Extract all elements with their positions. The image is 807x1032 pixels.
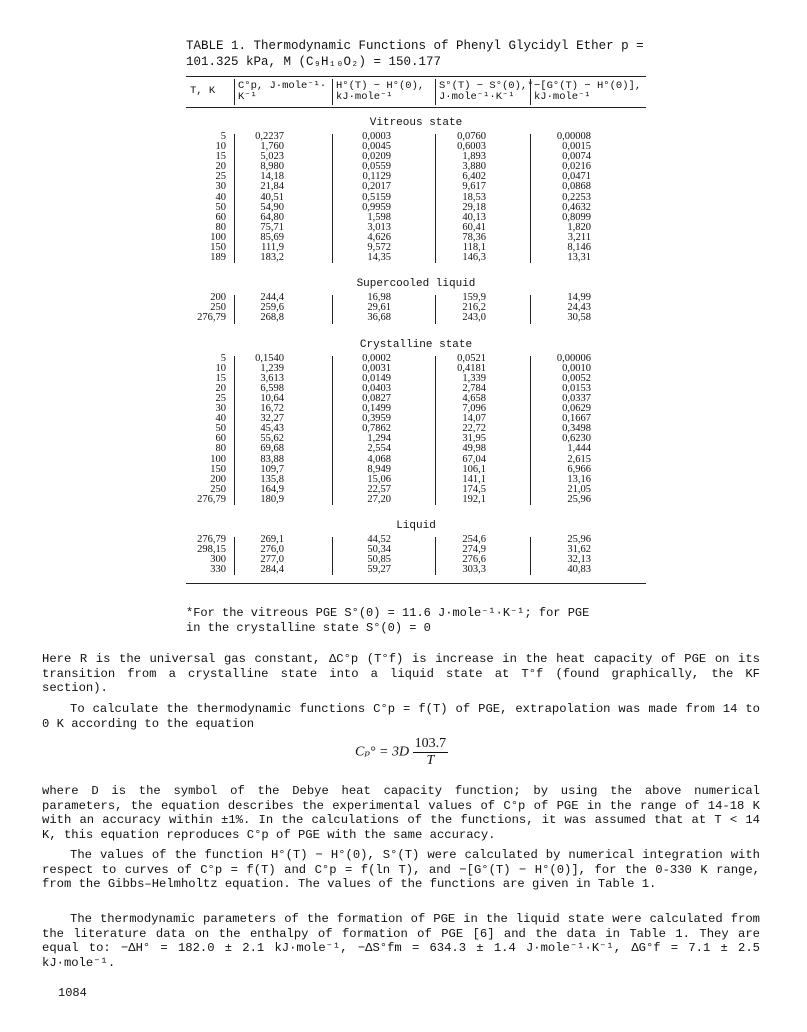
table-cell: 276,0 bbox=[260, 544, 284, 556]
column-t bbox=[210, 132, 226, 263]
table-cell: 192,1 bbox=[462, 493, 486, 505]
table-cell: 30 bbox=[215, 181, 226, 193]
table-cell: 32,13 bbox=[567, 554, 591, 566]
column-divider bbox=[435, 295, 436, 323]
table-cell: 4,658 bbox=[462, 392, 486, 404]
debye-equation bbox=[355, 736, 448, 769]
table-cell: 0,6230 bbox=[562, 433, 591, 445]
table-cell: 0,9959 bbox=[362, 201, 391, 213]
table-cell: 15 bbox=[215, 372, 226, 384]
table-cell: 55,62 bbox=[260, 433, 284, 445]
table-cell: 0,7862 bbox=[362, 423, 391, 435]
paragraph-5: The thermodynamic parameters of the formation of PGE in the liquid state were calculated from the literature data on the enthalpy of formation of PGE [6] and the data in Table 1. They are equal to: −ΔH° = 182.0 ± 2.1 kJ·mole⁻¹, −ΔS°fm = 634.3 ± 1.4 J·mole⁻¹·K⁻¹, ΔG°f = 7.1 ± 2.5 kJ·mole⁻¹. bbox=[42, 912, 760, 970]
table-cell: 14,35 bbox=[367, 252, 391, 264]
section-title: Liquid bbox=[396, 520, 436, 533]
equation-lhs: Cₚ° = 3D bbox=[355, 744, 410, 760]
table-cell: 32,27 bbox=[260, 413, 284, 425]
table-cell: 0,0002 bbox=[362, 352, 391, 364]
table-cell: 1,820 bbox=[567, 221, 591, 233]
column-h bbox=[367, 535, 391, 575]
table-cell: 183,2 bbox=[260, 252, 284, 264]
table-cell: 276,79 bbox=[197, 493, 226, 505]
table-cell: 80 bbox=[215, 443, 226, 455]
thermo-table bbox=[186, 76, 646, 584]
table-cell: 49,98 bbox=[462, 443, 486, 455]
header-divider-4 bbox=[530, 79, 531, 105]
table-cell: 83,88 bbox=[260, 453, 284, 465]
table-cell: 0,0403 bbox=[362, 382, 391, 394]
table-cell: 14,18 bbox=[260, 171, 284, 183]
table-cell: 0,0052 bbox=[562, 372, 591, 384]
table-cell: 174,5 bbox=[462, 483, 486, 495]
column-t bbox=[197, 535, 226, 575]
table-cell: 44,52 bbox=[367, 534, 391, 546]
table-cell: 0,0868 bbox=[562, 181, 591, 193]
table-cell: 15,06 bbox=[367, 473, 391, 485]
header-h-line1: H°(T) − H°(0), bbox=[336, 80, 425, 92]
caption-line-2: 101.325 kPa, M (C₉H₁₀O₂) = 150.177 bbox=[186, 55, 442, 69]
page-number: 1084 bbox=[58, 986, 87, 1000]
table-cell: 60,41 bbox=[462, 221, 486, 233]
table-cell: 3,613 bbox=[260, 372, 284, 384]
table-cell: 40,51 bbox=[260, 191, 284, 203]
table-cell: 0,0471 bbox=[562, 171, 591, 183]
paragraph-2: To calculate the thermodynamic functions C°p = f(T) of PGE, extrapolation was made from 14 to 0 K according to the equation bbox=[42, 702, 760, 731]
column-h bbox=[367, 293, 391, 323]
table-cell: 80 bbox=[215, 221, 226, 233]
table-cell: 10 bbox=[215, 141, 226, 153]
table-cell: 25 bbox=[215, 171, 226, 183]
table-cell: 14,07 bbox=[462, 413, 486, 425]
table-cell: 8,949 bbox=[367, 463, 391, 475]
table-cell: 118,1 bbox=[462, 242, 486, 254]
column-g bbox=[567, 535, 591, 575]
header-s-line2: J·mole⁻¹·K⁻¹ bbox=[439, 91, 515, 103]
table-cell: 0,4181 bbox=[457, 362, 486, 374]
table-cell: 141,1 bbox=[462, 473, 486, 485]
table-footnote bbox=[186, 606, 589, 636]
section-rows bbox=[186, 535, 646, 581]
table-cell: 0,2253 bbox=[562, 191, 591, 203]
header-cp-line1: C°p, J·mole⁻¹· bbox=[238, 80, 327, 92]
header-g bbox=[534, 81, 641, 103]
table-cell: 159,9 bbox=[462, 292, 486, 304]
paragraph-4: The values of the function H°(T) − H°(0), S°(T) were calculated by numerical integration with respect to curves of C°p = f(T) and C°p = f(ln T), and −[G°(T) − H°(0)], for the 0-330 K range, from the Gibbs–Helmholtz equation. The values of the functions are given in Table 1. bbox=[42, 848, 760, 891]
table-cell: 0,3959 bbox=[362, 413, 391, 425]
table-cell: 269,1 bbox=[260, 534, 284, 546]
table-cell: 330 bbox=[210, 564, 226, 576]
header-h bbox=[336, 81, 424, 103]
table-cell: 0,8099 bbox=[562, 211, 591, 223]
table-cell: 2,554 bbox=[367, 443, 391, 455]
table-cell: 0,00008 bbox=[556, 131, 591, 142]
table-body bbox=[186, 114, 646, 584]
column-s bbox=[462, 535, 486, 575]
column-divider bbox=[530, 356, 531, 506]
footnote-line-1: *For the vitreous PGE S°(0) = 11.6 J·mole⁻¹·K⁻¹; for PGE bbox=[186, 606, 590, 620]
table-cell: 2,784 bbox=[462, 382, 486, 394]
paragraph-3: where D is the symbol of the Debye heat capacity function; by using the above numerical parameters, the equation describes the experimental values of C°p of PGE in the range of 14-18 K with an accuracy within ±1%. In the calculations of the functions, it was assumed that at T < 14 K, this equation reproduces C°p of PGE with the same accuracy. bbox=[42, 784, 760, 842]
table-cell: 25,96 bbox=[567, 493, 591, 505]
table-cell: 4,626 bbox=[367, 231, 391, 243]
table-cell: 250 bbox=[210, 302, 226, 314]
table-cell: 9,617 bbox=[462, 181, 486, 193]
table-cell: 6,966 bbox=[567, 463, 591, 475]
table-cell: 8,980 bbox=[260, 161, 284, 173]
table-cell: 8,146 bbox=[567, 242, 591, 254]
table-cell: 135,8 bbox=[260, 473, 284, 485]
table-cell: 0,0629 bbox=[562, 403, 591, 415]
table-cell: 1,598 bbox=[367, 211, 391, 223]
table-cell: 0,0074 bbox=[562, 151, 591, 163]
table-cell: 0,1667 bbox=[562, 413, 591, 425]
table-cell: 2,615 bbox=[567, 453, 591, 465]
table-cell: 5 bbox=[220, 352, 226, 364]
column-divider bbox=[435, 134, 436, 263]
footnote-line-2: in the crystalline state S°(0) = 0 bbox=[186, 621, 431, 635]
table-cell: 0,2237 bbox=[255, 131, 284, 142]
column-cp bbox=[260, 293, 284, 323]
table-cell: 180,9 bbox=[260, 493, 284, 505]
header-divider-2 bbox=[332, 79, 333, 105]
table-cell: 25,96 bbox=[567, 534, 591, 546]
table-cell: 16,72 bbox=[260, 403, 284, 415]
table-bottom-rule bbox=[186, 583, 646, 584]
table-cell: 0,0045 bbox=[362, 141, 391, 153]
table-cell: 0,4632 bbox=[562, 201, 591, 213]
table-cell: 30,58 bbox=[567, 312, 591, 324]
table-cell: 259,6 bbox=[260, 302, 284, 314]
table-cell: 276,79 bbox=[197, 312, 226, 324]
column-s bbox=[462, 293, 486, 323]
table-cell: 0,1540 bbox=[255, 352, 284, 364]
table-cell: 16,98 bbox=[367, 292, 391, 304]
table-cell: 3,013 bbox=[367, 221, 391, 233]
table-cell: 29,61 bbox=[367, 302, 391, 314]
header-t: T, K bbox=[190, 85, 216, 97]
table-cell: 22,57 bbox=[367, 483, 391, 495]
table-cell: 0,0153 bbox=[562, 382, 591, 394]
column-cp bbox=[260, 535, 284, 575]
column-divider bbox=[530, 134, 531, 263]
table-cell: 54,90 bbox=[260, 201, 284, 213]
table-cell: 3,880 bbox=[462, 161, 486, 173]
table-cell: 69,68 bbox=[260, 443, 284, 455]
column-divider bbox=[435, 356, 436, 506]
table-cell: 31,62 bbox=[567, 544, 591, 556]
table-cell: 25 bbox=[215, 392, 226, 404]
table-section bbox=[186, 114, 646, 269]
table-cell: 0,0559 bbox=[362, 161, 391, 173]
column-divider bbox=[234, 537, 235, 575]
table-cell: 1,339 bbox=[462, 372, 486, 384]
table-cell: 276,6 bbox=[462, 554, 486, 566]
column-g bbox=[557, 132, 591, 263]
table-cell: 59,27 bbox=[367, 564, 391, 576]
table-cell: 0,0209 bbox=[362, 151, 391, 163]
table-cell: 0,0827 bbox=[362, 392, 391, 404]
table-cell: 244,4 bbox=[260, 292, 284, 304]
header-cp bbox=[238, 81, 326, 103]
column-h bbox=[362, 132, 391, 263]
column-divider bbox=[234, 295, 235, 323]
header-g-line1: −[G°(T) − H°(0)], bbox=[534, 80, 642, 92]
table-cell: 0,00006 bbox=[556, 352, 591, 364]
table-cell: 20 bbox=[215, 382, 226, 394]
table-cell: 21,05 bbox=[567, 483, 591, 495]
table-cell: 18,53 bbox=[462, 191, 486, 203]
table-cell: 21,84 bbox=[260, 181, 284, 193]
table-cell: 216,2 bbox=[462, 302, 486, 314]
table-section bbox=[186, 336, 646, 512]
section-rows bbox=[186, 132, 646, 269]
table-cell: 111,9 bbox=[261, 242, 284, 254]
column-divider bbox=[234, 356, 235, 506]
table-cell: 45,43 bbox=[260, 423, 284, 435]
table-cell: 3,211 bbox=[567, 231, 591, 243]
table-cell: 13,16 bbox=[567, 473, 591, 485]
column-t bbox=[197, 293, 226, 323]
table-cell: 100 bbox=[210, 231, 226, 243]
table-cell: 200 bbox=[210, 292, 226, 304]
table-cell: 60 bbox=[215, 433, 226, 445]
table-cell: 303,3 bbox=[462, 564, 486, 576]
table-cell: 0,5159 bbox=[362, 191, 391, 203]
table-header bbox=[186, 77, 646, 107]
section-title: Vitreous state bbox=[369, 117, 463, 129]
table-cell: 1,294 bbox=[367, 433, 391, 445]
table-cell: 106,1 bbox=[462, 463, 486, 475]
table-cell: 100 bbox=[210, 453, 226, 465]
table-cell: 67,04 bbox=[462, 453, 486, 465]
equation-denominator: T bbox=[426, 753, 435, 768]
table-cell: 6,402 bbox=[462, 171, 486, 183]
table-cell: 10,64 bbox=[260, 392, 284, 404]
column-s bbox=[457, 354, 486, 505]
table-cell: 75,71 bbox=[260, 221, 284, 233]
table-cell: 50 bbox=[215, 423, 226, 435]
table-cell: 250 bbox=[210, 483, 226, 495]
table-cell: 50 bbox=[215, 201, 226, 213]
column-divider bbox=[234, 134, 235, 263]
equation-fraction bbox=[413, 736, 449, 769]
table-cell: 50,85 bbox=[367, 554, 391, 566]
table-cell: 284,4 bbox=[260, 564, 284, 576]
table-cell: 276,79 bbox=[197, 534, 226, 546]
table-cell: 254,6 bbox=[462, 534, 486, 546]
section-rows bbox=[186, 293, 646, 329]
column-cp bbox=[255, 354, 284, 505]
table-cell: 0,2017 bbox=[362, 181, 391, 193]
table-cell: 20 bbox=[215, 161, 226, 173]
table-cell: 268,8 bbox=[260, 312, 284, 324]
table-caption bbox=[186, 38, 646, 70]
table-cell: 64,80 bbox=[260, 211, 284, 223]
section-title: Supercooled liquid bbox=[356, 278, 476, 291]
table-cell: 9,572 bbox=[367, 242, 391, 254]
table-cell: 0,0015 bbox=[562, 141, 591, 153]
table-cell: 40 bbox=[215, 413, 226, 425]
table-cell: 277,0 bbox=[260, 554, 284, 566]
column-divider bbox=[435, 537, 436, 575]
table-header-rule bbox=[186, 107, 646, 108]
column-g bbox=[557, 354, 591, 505]
column-cp bbox=[255, 132, 284, 263]
table-cell: 22,72 bbox=[462, 423, 486, 435]
table-cell: 274,9 bbox=[462, 544, 486, 556]
table-section bbox=[186, 517, 646, 581]
table-cell: 29,18 bbox=[462, 201, 486, 213]
table-cell: 1,893 bbox=[462, 151, 486, 163]
table-cell: 1,239 bbox=[260, 362, 284, 374]
column-divider bbox=[530, 295, 531, 323]
table-cell: 150 bbox=[210, 463, 226, 475]
table-cell: 13,31 bbox=[567, 252, 591, 264]
table-cell: 0,0521 bbox=[457, 352, 486, 364]
column-t bbox=[197, 354, 226, 505]
table-cell: 31,95 bbox=[462, 433, 486, 445]
table-cell: 0,0010 bbox=[562, 362, 591, 374]
table-cell: 0,0149 bbox=[362, 372, 391, 384]
table-cell: 1,444 bbox=[567, 443, 591, 455]
section-title: Crystalline state bbox=[359, 338, 473, 351]
table-cell: 40,13 bbox=[462, 211, 486, 223]
table-cell: 0,1499 bbox=[362, 403, 391, 415]
table-cell: 40 bbox=[215, 191, 226, 203]
table-cell: 164,9 bbox=[260, 483, 284, 495]
table-cell: 0,0760 bbox=[457, 131, 486, 142]
table-cell: 300 bbox=[210, 554, 226, 566]
section-rows bbox=[186, 354, 646, 512]
table-cell: 0,3498 bbox=[562, 423, 591, 435]
table-cell: 40,83 bbox=[567, 564, 591, 576]
table-cell: 0,0031 bbox=[362, 362, 391, 374]
caption-line-1: TABLE 1. Thermodynamic Functions of Phenyl Glycidyl Ether p = bbox=[186, 39, 644, 53]
header-cp-line2: K⁻¹ bbox=[238, 91, 257, 103]
table-cell: 24,43 bbox=[567, 302, 591, 314]
table-cell: 298,15 bbox=[197, 544, 226, 556]
header-divider-1 bbox=[234, 79, 235, 105]
header-s bbox=[439, 81, 534, 103]
column-h bbox=[362, 354, 391, 505]
table-cell: 0,0337 bbox=[562, 392, 591, 404]
table-cell: 5 bbox=[220, 131, 226, 142]
header-h-line2: kJ·mole⁻¹ bbox=[336, 91, 393, 103]
table-cell: 85,69 bbox=[260, 231, 284, 243]
table-cell: 1,760 bbox=[260, 141, 284, 153]
column-divider bbox=[332, 134, 333, 263]
header-divider-3 bbox=[435, 79, 436, 105]
column-divider bbox=[332, 537, 333, 575]
table-cell: 189 bbox=[210, 252, 226, 264]
header-s-line1: S°(T) − S°(0),* bbox=[439, 80, 534, 92]
table-cell: 30 bbox=[215, 403, 226, 415]
table-cell: 146,3 bbox=[462, 252, 486, 264]
column-g bbox=[567, 293, 591, 323]
header-g-line2: kJ·mole⁻¹ bbox=[534, 91, 591, 103]
table-cell: 150 bbox=[210, 242, 226, 254]
table-cell: 5,023 bbox=[260, 151, 284, 163]
table-section bbox=[186, 275, 646, 329]
table-cell: 10 bbox=[215, 362, 226, 374]
table-cell: 15 bbox=[215, 151, 226, 163]
table-cell: 36,68 bbox=[367, 312, 391, 324]
table-cell: 7,096 bbox=[462, 403, 486, 415]
table-cell: 0,0003 bbox=[362, 131, 391, 142]
table-cell: 78,36 bbox=[462, 231, 486, 243]
table-cell: 0,1129 bbox=[362, 171, 391, 183]
table-cell: 6,598 bbox=[260, 382, 284, 394]
table-cell: 50,34 bbox=[367, 544, 391, 556]
paragraph-1: Here R is the universal gas constant, ΔC°p (T°f) is increase in the heat capacity of PGE on its transition from a crystalline state into a liquid state at T°f (found graphically, the KF section). bbox=[42, 652, 760, 695]
table-cell: 243,0 bbox=[462, 312, 486, 324]
column-divider bbox=[332, 356, 333, 506]
column-divider bbox=[332, 295, 333, 323]
column-divider bbox=[530, 537, 531, 575]
equation-numerator: 103.7 bbox=[414, 736, 447, 751]
table-cell: 4,068 bbox=[367, 453, 391, 465]
column-s bbox=[457, 132, 486, 263]
table-cell: 60 bbox=[215, 211, 226, 223]
table-cell: 27,20 bbox=[367, 493, 391, 505]
table-cell: 0,0216 bbox=[562, 161, 591, 173]
table-cell: 109,7 bbox=[260, 463, 284, 475]
table-cell: 0,6003 bbox=[457, 141, 486, 153]
table-cell: 200 bbox=[210, 473, 226, 485]
table-cell: 14,99 bbox=[567, 292, 591, 304]
